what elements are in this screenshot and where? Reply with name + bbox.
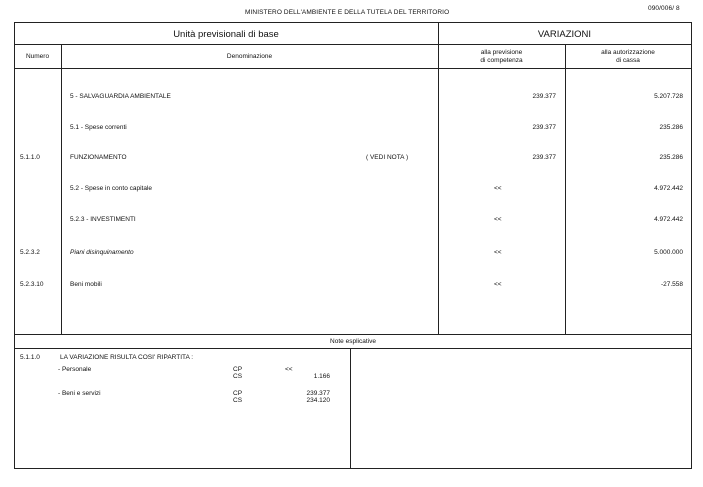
notes-column-divider: [350, 348, 351, 468]
row-numero: 5.2.3.10: [20, 281, 44, 288]
column-header-competenza-line2: di competenza: [480, 57, 523, 64]
note-cs-label: CS: [233, 397, 243, 404]
row-cassa: 235.286: [659, 154, 683, 161]
row-denominazione: 5.1 - Spese correnti: [70, 124, 127, 131]
column-header-denominazione: Denominazione: [226, 53, 273, 60]
notes-title: Note esplicative: [330, 338, 376, 345]
row-competenza: <<: [494, 249, 502, 256]
column-header-numero: Numero: [25, 53, 50, 60]
row-numero: 5.1.1.0: [20, 154, 40, 161]
row-denominazione: 5 - SALVAGUARDIA AMBIENTALE: [70, 93, 171, 100]
row-denominazione: 5.2.3 - INVESTIMENTI: [70, 216, 136, 223]
table-column-header-divider: [14, 68, 692, 69]
note-cp-value: <<: [285, 366, 293, 373]
row-competenza: 239.377: [532, 124, 556, 131]
row-competenza: 239.377: [532, 93, 556, 100]
row-competenza: <<: [494, 281, 502, 288]
row-denominazione: Beni mobili: [70, 281, 102, 288]
ministry-title: MINISTERO DELL'AMBIENTE E DELLA TUTELA DEL TERRITORIO: [245, 9, 450, 16]
row-denominazione: Piani disinquinamento: [70, 249, 134, 256]
row-competenza: 239.377: [532, 154, 556, 161]
right-border: [691, 22, 692, 468]
notes-numero: 5.1.1.0: [20, 354, 40, 361]
note-cp-label: CP: [233, 390, 243, 397]
note-item-label: - Personale: [58, 366, 92, 373]
row-cassa: 5.000.000: [654, 249, 683, 256]
left-border: [14, 22, 15, 468]
note-cp-label: CP: [233, 366, 243, 373]
variations-column-divider: [438, 22, 439, 334]
row-denominazione: FUNZIONAMENTO: [70, 154, 127, 161]
group-title: Unità previsionali di base: [173, 29, 279, 40]
page-reference: 090/006/ 8: [648, 5, 680, 12]
row-cassa: -27.558: [660, 281, 683, 288]
notes-bottom-border: [14, 468, 692, 469]
row-denominazione: 5.2 - Spese in conto capitale: [70, 185, 153, 192]
note-cs-value: 1.166: [313, 373, 330, 380]
row-cassa: 4.972.442: [654, 216, 683, 223]
row-numero: 5.2.3.2: [20, 249, 40, 256]
column-header-cassa-line2: di cassa: [616, 57, 640, 64]
note-item-label: - Beni e servizi: [58, 390, 101, 397]
numero-column-divider: [61, 44, 62, 334]
notes-heading: LA VARIAZIONE RISULTA COSI' RIPARTITA :: [60, 354, 194, 361]
column-header-cassa-line1: alla autorizzazione: [601, 49, 655, 56]
row-note-reference: ( VEDI NOTA ): [366, 154, 409, 161]
note-cp-value: 239.377: [306, 390, 330, 397]
row-cassa: 235.286: [659, 124, 683, 131]
notes-header-divider: [14, 348, 692, 349]
table-top-border: [14, 22, 692, 23]
row-cassa: 4.972.442: [654, 185, 683, 192]
table-bottom-border: [14, 334, 692, 335]
cassa-column-divider: [565, 44, 566, 334]
variations-title: VARIAZIONI: [537, 29, 592, 40]
row-competenza: <<: [494, 216, 502, 223]
row-competenza: <<: [494, 185, 502, 192]
note-cs-value: 234.120: [306, 397, 330, 404]
column-header-competenza-line1: alla previsione: [480, 49, 523, 56]
note-cs-label: CS: [233, 373, 243, 380]
row-cassa: 5.207.728: [654, 93, 683, 100]
table-header-divider: [14, 44, 692, 45]
